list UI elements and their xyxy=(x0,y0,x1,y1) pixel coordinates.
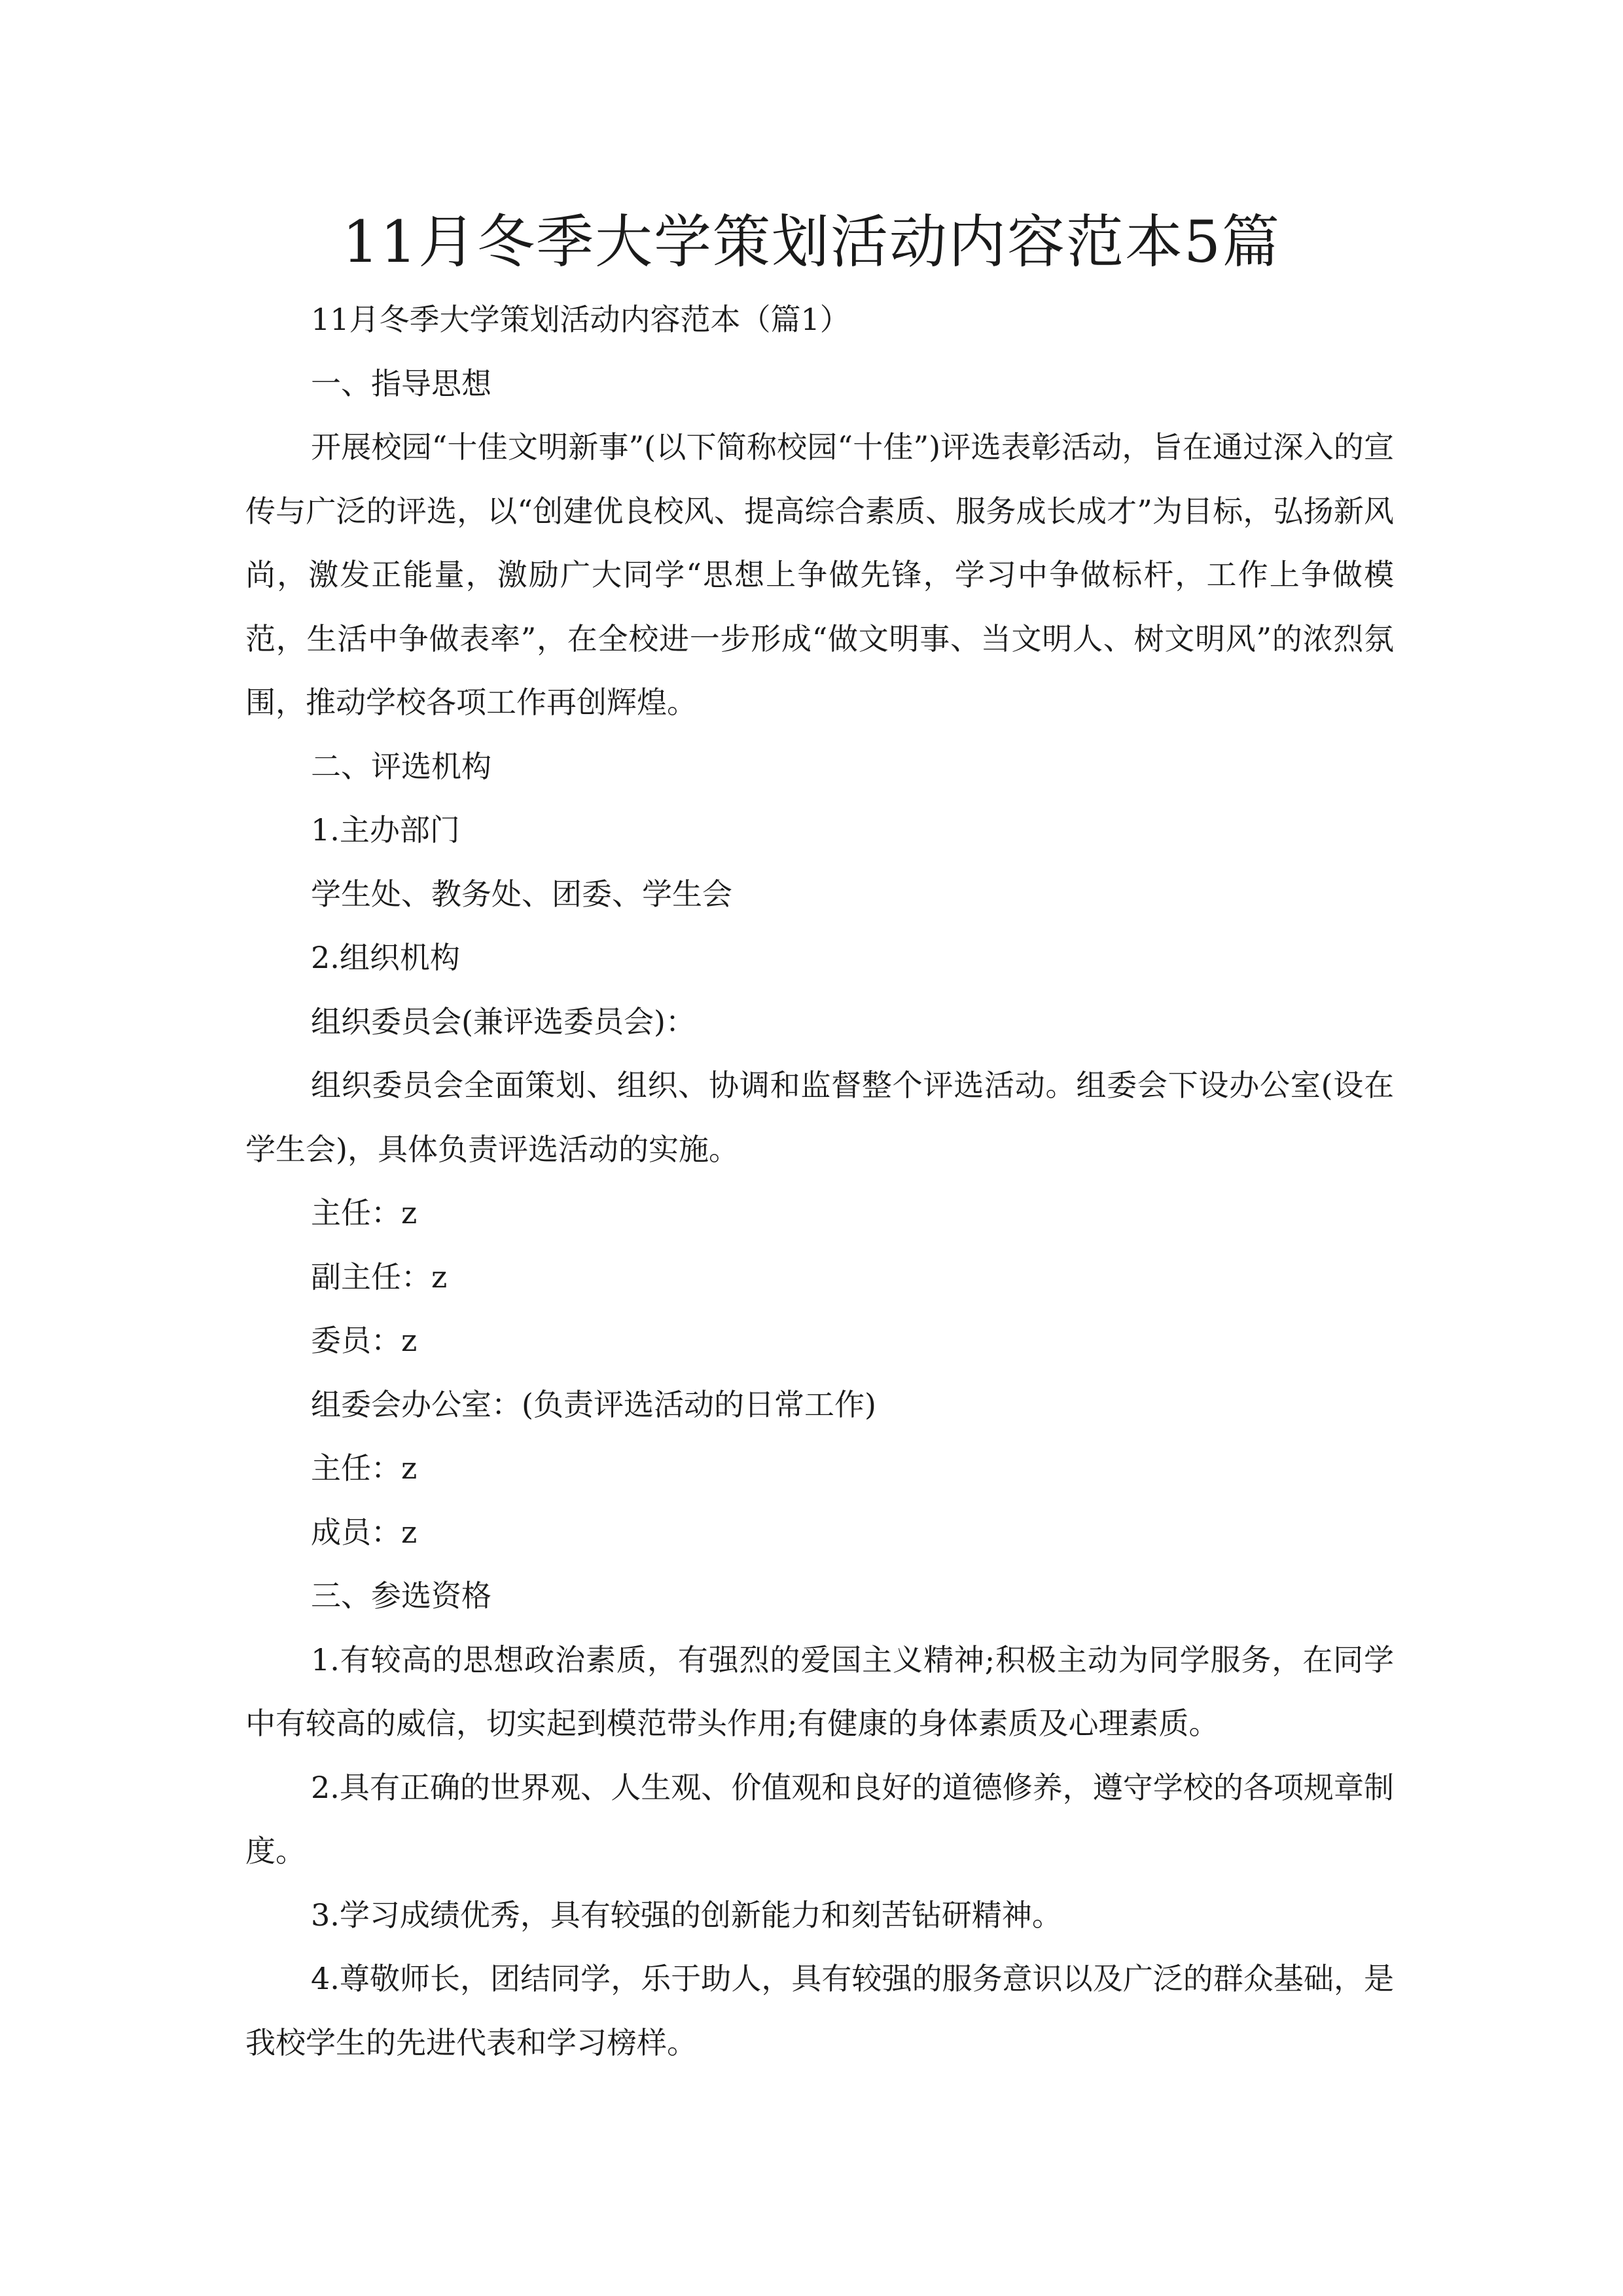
body-paragraph: 成员：z xyxy=(311,1514,418,1550)
body-paragraph: 开展校园“十佳文明新事”(以下简称校园“十佳”)评选表彰活动，旨在通过深入的宣传与广泛的评选，以“创建优良校风、提高综合素质、服务成长成才”为目标，弘扬新风尚，激发正能量，激励广大同学“思想上争做先锋，学习中争做标杆，工作上争做模范，生活中争做表率”，在全校进一步形成“做文明事、当文明人、树文明风”的浓烈氛围，推动学校各项工作再创辉煌。 xyxy=(245,429,1394,720)
body-paragraph: 主任：z xyxy=(311,1195,418,1230)
list-item: 3.学习成绩优秀，具有较强的创新能力和刻苦钻研精神。 xyxy=(311,1897,1062,1933)
section-heading: 一、指导思想 xyxy=(311,365,491,401)
body-paragraph: 组委会办公室：(负责评选活动的日常工作) xyxy=(311,1386,876,1422)
body-paragraph: 学生处、教务处、团委、学生会 xyxy=(311,876,732,912)
body-paragraph: 副主任：z xyxy=(311,1259,448,1295)
sub-heading: 2.组织机构 xyxy=(311,940,460,975)
body-paragraph: 主任：z xyxy=(311,1450,418,1486)
body-paragraph: 委员：z xyxy=(311,1323,418,1358)
section-heading: 二、评选机构 xyxy=(311,748,491,784)
section-heading: 三、参选资格 xyxy=(311,1578,491,1613)
section-heading: 11月冬季大学策划活动内容范本（篇1） xyxy=(311,302,850,337)
list-item: 4.尊敬师长，团结同学，乐于助人，具有较强的服务意识以及广泛的群众基础，是我校学生的先进代表和学习榜样。 xyxy=(245,1961,1394,2060)
sub-heading: 1.主办部门 xyxy=(311,812,460,848)
list-item: 1.有较高的思想政治素质，有强烈的爱国主义精神;积极主动为同学服务，在同学中有较高的威信，切实起到模范带头作用;有健康的身体素质及心理素质。 xyxy=(245,1641,1394,1741)
document-title: 11月冬季大学策划活动内容范本5篇 xyxy=(342,208,1281,276)
body-paragraph: 组织委员会全面策划、组织、协调和监督整个评选活动。组委会下设办公室(设在学生会)，具体负责评选活动的实施。 xyxy=(245,1067,1394,1167)
document-body xyxy=(245,288,1394,2075)
list-item: 2.具有正确的世界观、人生观、价值观和良好的道德修养，遵守学校的各项规章制度。 xyxy=(245,1769,1394,1869)
body-paragraph: 组织委员会(兼评选委员会)： xyxy=(311,1003,696,1039)
